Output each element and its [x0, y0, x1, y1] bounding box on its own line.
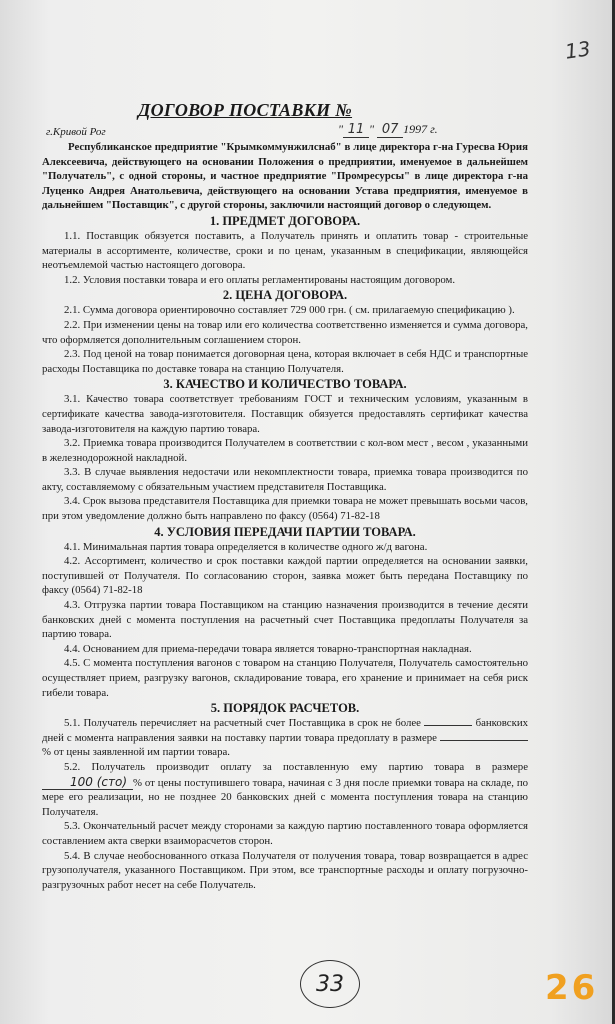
section-heading: 3. КАЧЕСТВО И КОЛИЧЕСТВО ТОВАРА.	[163, 377, 407, 392]
page-number: 13	[563, 36, 592, 64]
paragraph-5-2: 5.2. Получатель производит оплату за поставленную ему партию товара в размере 100 (сто) % от цены поступившего товара, начиная с 3 дня после приемки товара на складе, по мере его реализации, но не позднее 20 банковских дней с момента поступления товара на станцию Получателя.	[42, 760, 528, 818]
document-title: ДОГОВОР ПОСТАВКИ №	[138, 100, 353, 120]
paragraph: 1.2. Условия поставки товара и его оплаты регламентированы настоящим договором.	[64, 273, 456, 286]
corner-page-number: 26	[545, 968, 599, 1008]
paragraph: 2.3. Под ценой на товар понимается договорная цена, которая включает в себя НДС и транспортные расходы Поставщика по доставке товара на станцию Получателя.	[42, 348, 528, 375]
date-month: 07	[377, 122, 403, 138]
handwritten-number-stamp: 33	[300, 960, 360, 1008]
paragraph: 4.2. Ассортимент, количество и срок поставки каждой партии определяется на основании заявки, поступившей от Получателя. По согласованию сторон, заявка может быть передана Поставщику по факсу (0564) 71-82-18	[42, 555, 528, 597]
paragraph: 3.1. Качество товара соответствует требованиям ГОСТ и техническим условиям, указанным в сертификате качества завода-изготовителя. Поставщик обязуется предоставлять сертификат качества завода-изготовителя на каждую партию товара.	[42, 393, 528, 435]
paragraph: 2.1. Сумма договора ориентировочно составляет 729 000 грн. ( см. прилагаемую спецификацию ).	[64, 304, 515, 317]
section-heading: 1. ПРЕДМЕТ ДОГОВОРА.	[209, 213, 361, 228]
paragraph-5-4: 5.4. В случае необоснованного отказа Получателя от получения товара, товар возвращается в адрес грузополучателя, указанного Поставщиком. При этом, все транспортные расходы и оплату погрузочно-разгрузочных работ несет на себе Получатель.	[42, 849, 528, 891]
section-heading: 2. ЦЕНА ДОГОВОРА.	[222, 288, 348, 303]
section-heading: 4. УСЛОВИЯ ПЕРЕДАЧИ ПАРТИИ ТОВАРА.	[154, 524, 416, 539]
date-quote-close: "	[369, 122, 375, 136]
paragraph: 3.3. В случае выявления недостачи или некомплектности товара, приемка товара производится по акту, составляемому с обязательным участием представителя Поставщика.	[42, 466, 528, 493]
intro-paragraph: Республиканское предприятие "Крымкоммунжилснаб" в лице директора г-на Гуресва Юрия Алексеевича, действующего на основании Положения о предприятии, именуемое в дальнейшем "Получатель", с одной стороны, и частное предприятие "Промресурсы" в лице директора г-на Луценко Андрея Анатольевича, действующего на основании Устава предприятия, именуемое в дальнейшем "Поставщик", с другой стороны, заключили настоящий договор о следующем.	[42, 141, 528, 212]
paragraph: 4.4. Основанием для приема-передачи товара является товарно-транспортная накладная.	[64, 642, 472, 655]
sections	[42, 214, 528, 700]
contract-body	[42, 140, 528, 892]
paragraph: 2.2. При изменении цены на товар или его количества соответственно изменяется и сумма договора, что оформляется дополнительным соглашением сторон.	[42, 318, 528, 346]
date-quote-open: "	[338, 122, 344, 136]
paragraph: 3.4. Срок вызова представителя Поставщика для приемки товара не может превышать восьми часов, при этом уведомление должно быть направлено по факсу (0564) 71-82-18	[42, 495, 528, 523]
paragraph: 4.1. Минимальная партия товара определяется в количестве одного ж/д вагона.	[64, 540, 428, 553]
blank-percent	[440, 740, 528, 741]
date-year: 1997 г.	[403, 122, 438, 136]
city: г.Кривой Рог	[46, 126, 106, 138]
blank-days	[424, 725, 472, 726]
document-date	[338, 122, 438, 138]
payment-percent-value: 100 (сто)	[42, 775, 133, 791]
paragraph: 1.1. Поставщик обязуется поставить, а Получатель принять и оплатить товар - строительные материалы в ассортименте, количестве, сроки и по ценам, указанным в спецификации, являющейся неотъемлемой частью настоящего договора.	[42, 229, 528, 272]
paragraph: 4.5. С момента поступления вагонов с товаром на станцию Получателя, Получатель самостоятельно осуществляет прием, разгрузку вагонов, складирование товара, его хранение и принимает на себя риск гибели товара.	[42, 657, 528, 699]
paragraph-5-1: 5.1. Получатель перечисляет на расчетный счет Поставщика в срок не более банковских дней с момента направления заявки на поставку партии товара предоплату в размере % от цены заявленной им партии товара.	[42, 717, 529, 759]
paragraph: 3.2. Приемка товара производится Получателем в соответствии с кол-вом мест , весом , указанными в железнодорожной накладной.	[42, 437, 528, 464]
paragraph-5-3: 5.3. Окончательный расчет между сторонами за каждую партию поставленного товара оформляется составлением акта сверки взаиморасчетов сторон.	[42, 820, 528, 847]
date-day: 11	[343, 122, 369, 138]
paragraph: 4.3. Отгрузка партии товара Поставщиком на станцию назначения производится в течение десяти банковских дней с момента поступления на расчетный счет Поставщика предоплаты Получателя за партию товара.	[42, 599, 528, 641]
section-5-heading: 5. ПОРЯДОК РАСЧЕТОВ.	[210, 701, 360, 716]
